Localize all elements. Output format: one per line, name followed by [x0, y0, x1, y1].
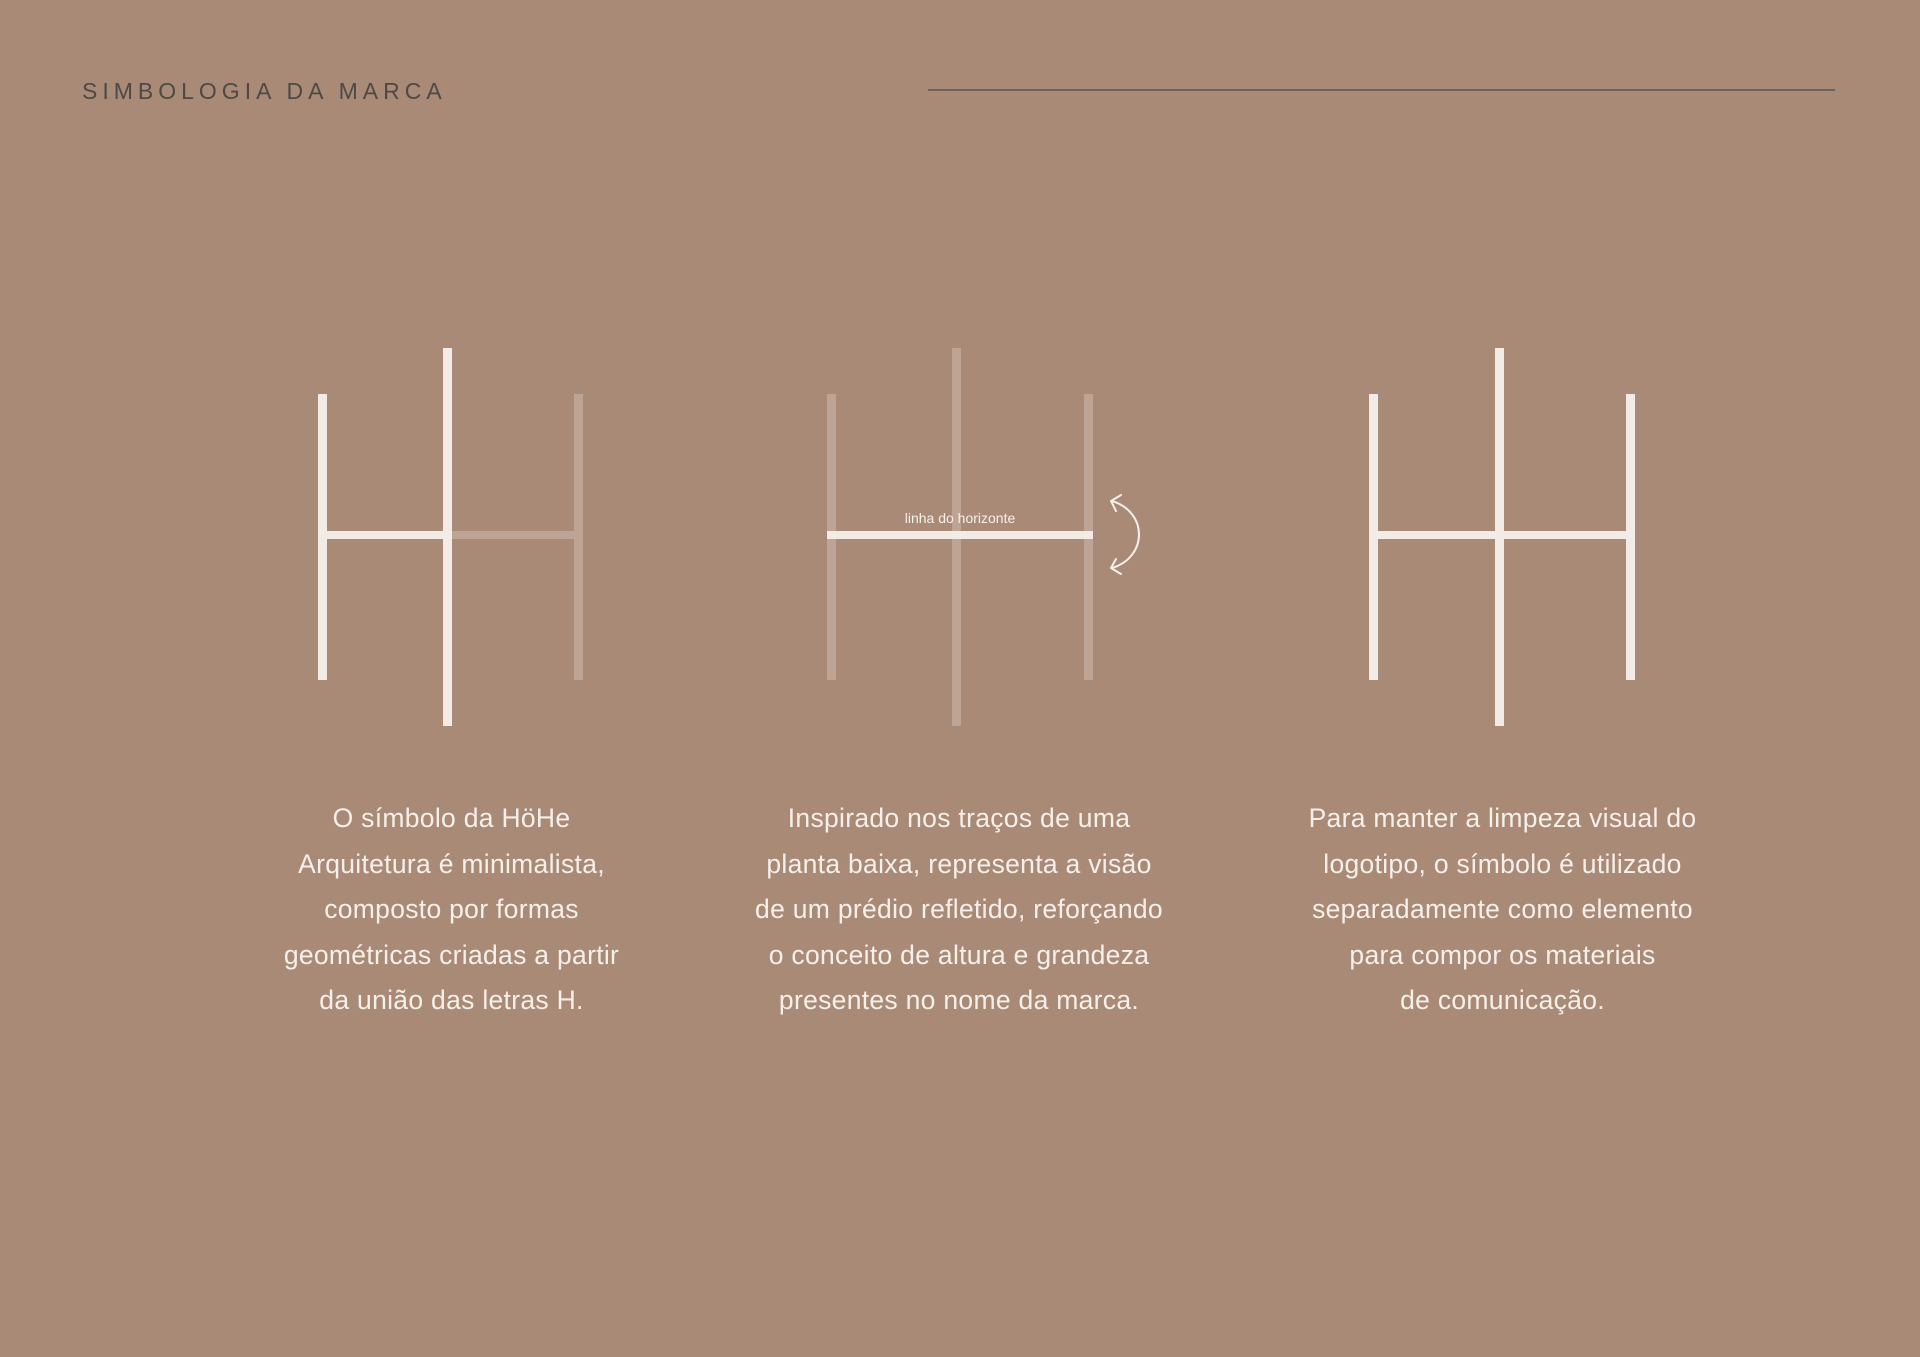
description-line: Inspirado nos traços de uma [787, 803, 1131, 833]
description-symbol [266, 796, 637, 1024]
horizon-line [827, 531, 1093, 539]
description-line: Para manter a limpeza visual do [1308, 803, 1697, 833]
description-line: planta baixa, representa a visão [766, 848, 1152, 879]
description-line: de comunicação. [1400, 985, 1605, 1015]
stem-right-faded [574, 394, 583, 680]
description-line: composto por formas [324, 894, 579, 924]
description-line: logotipo, o símbolo é utilizado [1323, 848, 1682, 879]
crossbar-right-faded [452, 531, 574, 539]
symbol-single-h [318, 348, 583, 726]
stem-center [443, 348, 452, 726]
description-line: presentes no nome da marca. [778, 985, 1140, 1015]
description-horizon [716, 796, 1202, 1024]
crossbar [1378, 531, 1626, 539]
stem-left [1369, 394, 1378, 680]
description-line: Arquitetura é minimalista, [298, 848, 605, 879]
symbol-horizon-line [827, 348, 1139, 726]
crossbar-left [327, 531, 443, 539]
description-line: para compor os materiais [1349, 939, 1656, 970]
description-line: geométricas criadas a partir [283, 939, 620, 970]
description-line: separadamente como elemento [1312, 894, 1693, 924]
description-line: da união das letras H. [319, 985, 584, 1015]
stem-left [318, 394, 327, 680]
curved-reflect-arrow-icon [1111, 495, 1139, 574]
stem-right [1626, 394, 1635, 680]
description-line: O símbolo da HöHe [332, 803, 571, 833]
horizon-label: linha do horizonte [904, 510, 1016, 526]
description-line: de um prédio refletido, reforçando [755, 894, 1163, 924]
description-line: o conceito de altura e grandeza [768, 939, 1150, 970]
description-usage [1250, 796, 1755, 1024]
symbol-complete [1369, 348, 1635, 726]
page-title: SIMBOLOGIA DA MARCA [82, 78, 447, 104]
